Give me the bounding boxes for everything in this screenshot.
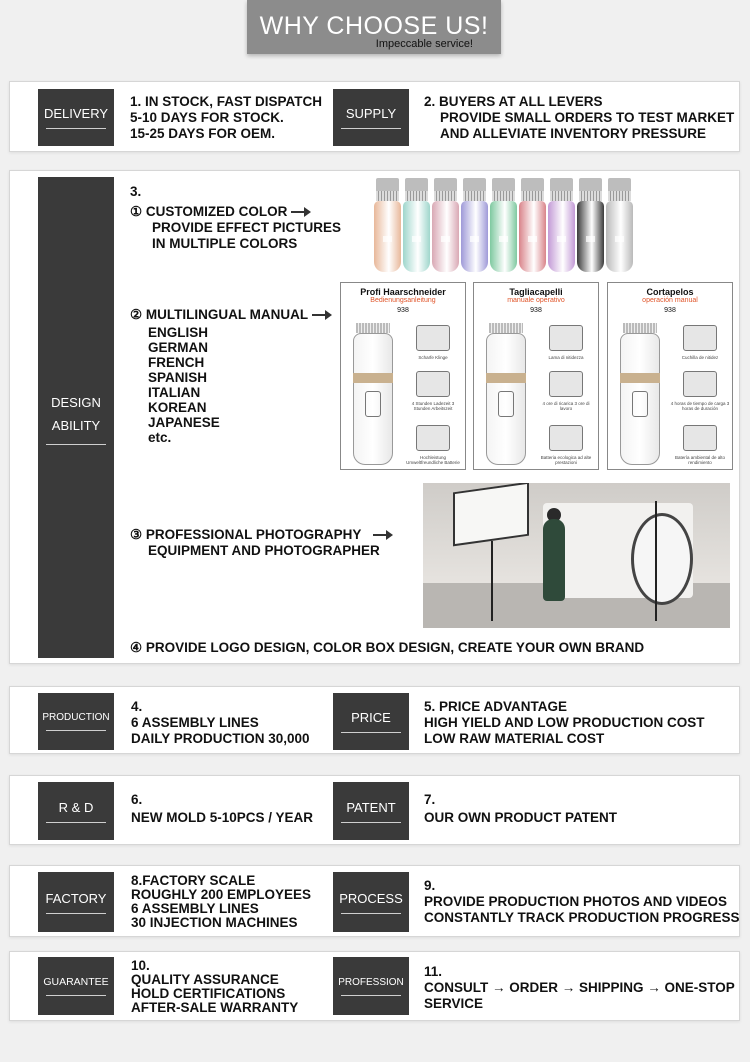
manual-note: Batteria ecologica ad alte prestazioni (540, 455, 592, 465)
profession-tag (333, 957, 409, 1015)
process-line: CONSTANTLY TRACK PRODUCTION PROGRESS (424, 910, 740, 925)
tag-rule (46, 730, 107, 731)
process-tag-label: PROCESS (339, 890, 403, 906)
manual-title: Tagliacapelli (509, 287, 563, 297)
manual-note: Hochleistung Umweltfreundliche Batterie (406, 455, 460, 465)
delivery-line: 5-10 DAYS FOR STOCK. (130, 110, 284, 125)
softbox-light (453, 483, 529, 546)
header-subtitle: Impeccable service! (375, 38, 473, 50)
price-tag (333, 693, 409, 750)
factory-line: 30 INJECTION MACHINES (131, 915, 298, 930)
manual-note: Scharfe Klinge (418, 355, 448, 360)
guarantee-profession-panel (9, 951, 740, 1021)
rnd-line: 6. (131, 792, 143, 807)
multilingual-text (130, 307, 326, 445)
supply-line: PROVIDE SMALL ORDERS TO TEST MARKET (440, 110, 735, 125)
manual-note: Batería ambiental de alto rendimiento (674, 455, 726, 465)
trimmer-variant (461, 178, 488, 272)
manual-card-spanish (607, 282, 733, 470)
tag-rule (46, 444, 107, 445)
clock-icon (683, 371, 717, 397)
language-item: ITALIAN (148, 385, 201, 400)
production-tag-label: PRODUCTION (42, 712, 110, 723)
guarantee-line: AFTER-SALE WARRANTY (131, 1000, 299, 1015)
production-price-panel (9, 686, 740, 754)
supply-line: 2. BUYERS AT ALL LEVERS (424, 94, 603, 109)
production-line: 6 ASSEMBLY LINES (131, 715, 259, 730)
photography-text (130, 527, 387, 559)
patent-line: OUR OWN PRODUCT PATENT (424, 810, 617, 825)
delivery-supply-panel (9, 81, 740, 152)
rnd-patent-panel (9, 775, 740, 845)
manual-title: Profi Haarschneider (360, 287, 446, 297)
rnd-tag-label: R & D (58, 799, 94, 815)
manual-model: 938 (530, 307, 542, 314)
header-title: WHY CHOOSE US! (259, 12, 489, 40)
delivery-line: 15-25 DAYS FOR OEM. (130, 126, 276, 141)
tag-rule (341, 128, 402, 129)
customized-color-line: IN MULTIPLE COLORS (152, 236, 298, 251)
design-tag-line: DESIGN (51, 394, 101, 410)
factory-text (131, 874, 311, 930)
supply-line: AND ALLEVIATE INVENTORY PRESSURE (440, 126, 707, 141)
customized-color-title: ① CUSTOMIZED COLOR (130, 204, 288, 219)
trimmer-illustration (486, 323, 526, 465)
trimmer-variant (490, 178, 517, 272)
design-ability-tag (38, 177, 114, 658)
production-text (131, 699, 310, 747)
clock-icon (549, 371, 583, 397)
guarantee-line: 10. (131, 958, 150, 973)
blade-icon (683, 325, 717, 351)
price-tag-label: PRICE (351, 710, 391, 725)
trimmer-variant (403, 178, 430, 272)
patent-text (424, 791, 617, 827)
clock-icon (416, 371, 450, 397)
arrow-right-icon (312, 314, 326, 316)
price-line: LOW RAW MATERIAL COST (424, 731, 605, 746)
factory-line: 8.FACTORY SCALE (131, 873, 256, 888)
factory-tag (38, 872, 114, 932)
studio-photo (423, 483, 730, 628)
blade-icon (416, 325, 450, 351)
photographer (543, 519, 565, 601)
battery-icon (416, 425, 450, 451)
trimmer-variant (548, 178, 575, 272)
manual-note: 4 ore di ricarica 3 ore di lavoro (542, 401, 590, 411)
language-item: JAPANESE (148, 415, 220, 430)
delivery-line: 1. IN STOCK, FAST DISPATCH (130, 94, 323, 109)
supply-tag (333, 89, 409, 146)
language-item: GERMAN (148, 340, 208, 355)
factory-line: 6 ASSEMBLY LINES (131, 901, 259, 916)
battery-icon (549, 425, 583, 451)
tag-rule (46, 822, 107, 823)
language-item: FRENCH (148, 355, 205, 370)
patent-tag-label: PATENT (346, 799, 396, 815)
process-text (424, 878, 740, 926)
profession-text (424, 964, 735, 1012)
manual-subtitle: manuale operativo (507, 297, 565, 304)
delivery-tag-label: DELIVERY (43, 106, 109, 121)
language-item: SPANISH (148, 370, 208, 385)
manual-note: Lama di nitidezza (548, 355, 584, 360)
multilingual-title: ② MULTILINGUAL MANUAL (130, 307, 309, 322)
patent-line: 7. (424, 792, 436, 807)
trimmer-variant (577, 178, 604, 272)
guarantee-line: HOLD CERTIFICATIONS (131, 986, 286, 1001)
supply-tag-label: SUPPLY (345, 106, 397, 121)
production-tag (38, 693, 114, 750)
profession-line: SERVICE (424, 996, 484, 1011)
trimmer-illustration (620, 323, 660, 465)
photography-line: EQUIPMENT AND PHOTOGRAPHER (148, 543, 380, 558)
arrow-right-icon (373, 534, 387, 536)
guarantee-text (131, 959, 298, 1015)
trimmer-variant (432, 178, 459, 272)
production-line: 4. (131, 699, 143, 714)
manual-subtitle: Bedienungsanleitung (370, 297, 436, 304)
rnd-line: NEW MOLD 5-10PCS / YEAR (131, 810, 314, 825)
price-line: 5. PRICE ADVANTAGE (424, 699, 568, 714)
design-tag-line: ABILITY (51, 417, 101, 433)
price-line: HIGH YIELD AND LOW PRODUCTION COST (424, 715, 705, 730)
tag-rule (46, 128, 107, 129)
manual-title: Cortapelos (646, 287, 694, 297)
customized-color-text (130, 204, 341, 252)
delivery-tag (38, 89, 114, 146)
guarantee-line: QUALITY ASSURANCE (131, 972, 279, 987)
language-item: ENGLISH (148, 325, 209, 340)
process-line: PROVIDE PRODUCTION PHOTOS AND VIDEOS (424, 894, 728, 909)
tag-rule (341, 822, 402, 823)
process-line: 9. (424, 878, 436, 893)
guarantee-tag (38, 957, 114, 1015)
manual-note: Cuchilla de nitidez (681, 355, 719, 360)
factory-line: ROUGHLY 200 EMPLOYEES (131, 887, 312, 902)
rnd-tag (38, 782, 114, 840)
trimmer-variant (606, 178, 633, 272)
manual-model: 938 (397, 307, 409, 314)
customized-color-line: PROVIDE EFFECT PICTURES (152, 220, 342, 235)
production-line: DAILY PRODUCTION 30,000 (131, 731, 310, 746)
manual-card-german (340, 282, 466, 470)
tag-rule (341, 913, 402, 914)
delivery-text (130, 94, 322, 142)
tag-rule (46, 995, 107, 996)
process-tag (333, 872, 409, 932)
trimmer-illustration (353, 323, 393, 465)
language-item: etc. (148, 430, 172, 445)
trimmer-color-variants (374, 178, 633, 272)
profession-line: 11. (424, 964, 443, 979)
price-text (424, 699, 705, 747)
tag-rule (341, 732, 402, 733)
trimmer-variant (374, 178, 401, 272)
battery-icon (683, 425, 717, 451)
manual-note: 4 horas de tiempo de carga 3 horas de duración (670, 401, 730, 411)
manual-model: 938 (664, 307, 676, 314)
language-item: KOREAN (148, 400, 207, 415)
factory-tag-label: FACTORY (45, 890, 107, 906)
manual-subtitle: operación manual (642, 297, 698, 304)
manual-note: 4 Stunden Ladezeit 3 Stunden Arbeitszeit (411, 401, 455, 411)
language-list (130, 325, 326, 445)
blade-icon (549, 325, 583, 351)
profession-line: CONSULT → ORDER → SHIPPING → ONE-STOP (424, 980, 735, 995)
rnd-text (131, 791, 313, 827)
supply-text (424, 94, 734, 142)
factory-process-panel (9, 865, 740, 937)
reflector (631, 513, 693, 605)
design-number: 3. (130, 184, 142, 199)
trimmer-variant (519, 178, 546, 272)
arrow-right-icon (291, 211, 305, 213)
brand-design-text: ④ PROVIDE LOGO DESIGN, COLOR BOX DESIGN, CREATE YOUR OWN BRAND (130, 640, 645, 655)
patent-tag (333, 782, 409, 840)
profession-tag-label: PROFESSION (338, 976, 404, 988)
photography-title: ③ PROFESSIONAL PHOTOGRAPHY (130, 527, 362, 542)
manual-card-italian (473, 282, 599, 470)
guarantee-tag-label: GUARANTEE (43, 976, 109, 988)
tag-rule (341, 995, 402, 996)
section-header (247, 0, 501, 54)
tag-rule (46, 913, 107, 914)
